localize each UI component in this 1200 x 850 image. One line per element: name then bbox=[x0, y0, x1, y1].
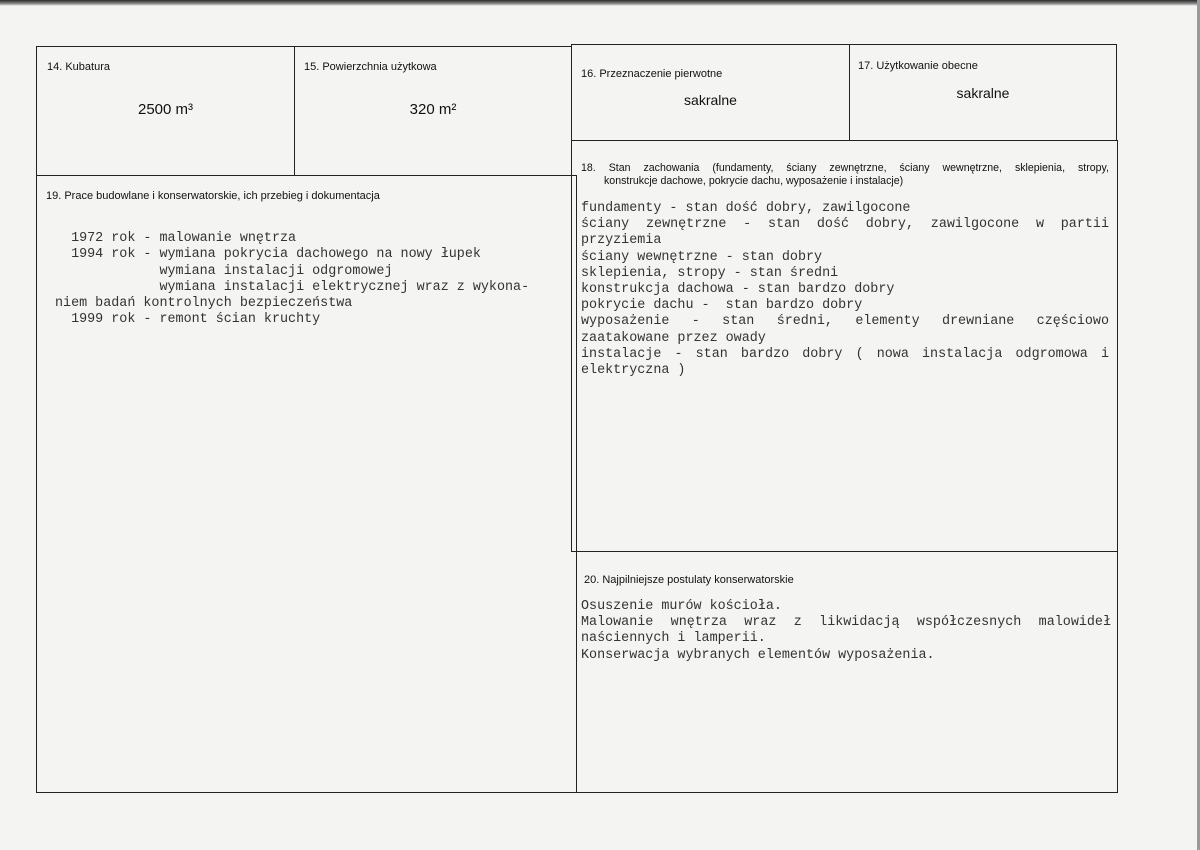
field-16-label: 16. Przeznaczenie pierwotne bbox=[581, 68, 723, 80]
field-20-cell bbox=[576, 551, 1118, 793]
field-18-line: fundamenty - stan dość dobry, zawilgocone bbox=[581, 201, 911, 216]
field-18-line: pokrycie dachu - stan bardzo dobry bbox=[581, 298, 863, 314]
field-15-value: 320 m² bbox=[409, 101, 457, 118]
field-18-line: konstrukcja dachowa - stan bardzo dobry bbox=[581, 282, 895, 298]
field-19-line: wymiana instalacji odgromowej bbox=[55, 263, 393, 279]
field-19-line: 1972 rok - malowanie wnętrza bbox=[55, 231, 297, 247]
field-19-label: 19. Prace budowlane i konserwatorskie, ich przebieg i dokumentacja bbox=[46, 190, 380, 202]
field-18-line: ściany wewnętrzne - stan dobry bbox=[581, 249, 823, 265]
field-14-label: 14. Kubatura bbox=[47, 61, 110, 73]
field-20-line: Malowanie wnętrza wraz z likwidacją współczesnych malowideł bbox=[581, 615, 1111, 631]
field-18-label-line2: konstrukcje dachowe, pokrycie dachu, wyposażenie i instalacje) bbox=[604, 175, 904, 187]
field-19-text bbox=[55, 215, 529, 345]
field-17-value: sakralne bbox=[956, 85, 1010, 101]
field-18-line: elektryczna ) bbox=[581, 363, 686, 379]
field-20-text bbox=[581, 599, 1111, 664]
field-20-line: Konserwacja wybranych elementów wyposażenia. bbox=[581, 647, 935, 663]
field-20-line: naściennych i lamperii. bbox=[581, 631, 766, 647]
field-16-value: sakralne bbox=[684, 92, 737, 108]
field-18-line: przyziemia bbox=[581, 233, 662, 249]
field-19-line: 1994 rok - wymiana pokrycia dachowego na nowy łupek bbox=[55, 247, 481, 263]
field-15-label: 15. Powierzchnia użytkowa bbox=[304, 61, 437, 73]
field-20-label: 20. Najpilniejsze postulaty konserwatorskie bbox=[584, 574, 794, 586]
field-14-value: 2500 m³ bbox=[137, 101, 194, 118]
field-18-label-line1: 18. Stan zachowania (fundamenty, ściany zewnętrzne, ściany wewnętrzne, sklepienia, stropy, bbox=[581, 162, 1109, 174]
field-19-line: wymiana instalacji elektrycznej wraz z wykona- bbox=[55, 279, 530, 295]
field-18-text bbox=[581, 201, 1109, 379]
field-19-line: niem badań kontrolnych bezpieczeństwa bbox=[55, 296, 353, 312]
field-18-line: instalacje - stan bardzo dobry ( nowa instalacja odgromowa i bbox=[581, 346, 1109, 362]
field-19-line: 1999 rok - remont ścian kruchty bbox=[55, 312, 321, 328]
field-17-label: 17. Użytkowanie obecne bbox=[858, 60, 978, 72]
field-18-line: sklepienia, stropy - stan średni bbox=[581, 265, 839, 281]
field-18-line: zaatakowane przez owady bbox=[581, 330, 766, 346]
field-18-line: wyposażenie - stan średni, elementy drewniane częściowo bbox=[581, 314, 1109, 330]
field-18-line: ściany zewnętrzne - stan dość dobry, zawilgocone w partii bbox=[581, 217, 1109, 233]
scan-top-edge bbox=[0, 0, 1200, 6]
field-20-line: Osuszenie murów kościoła. bbox=[581, 599, 782, 614]
